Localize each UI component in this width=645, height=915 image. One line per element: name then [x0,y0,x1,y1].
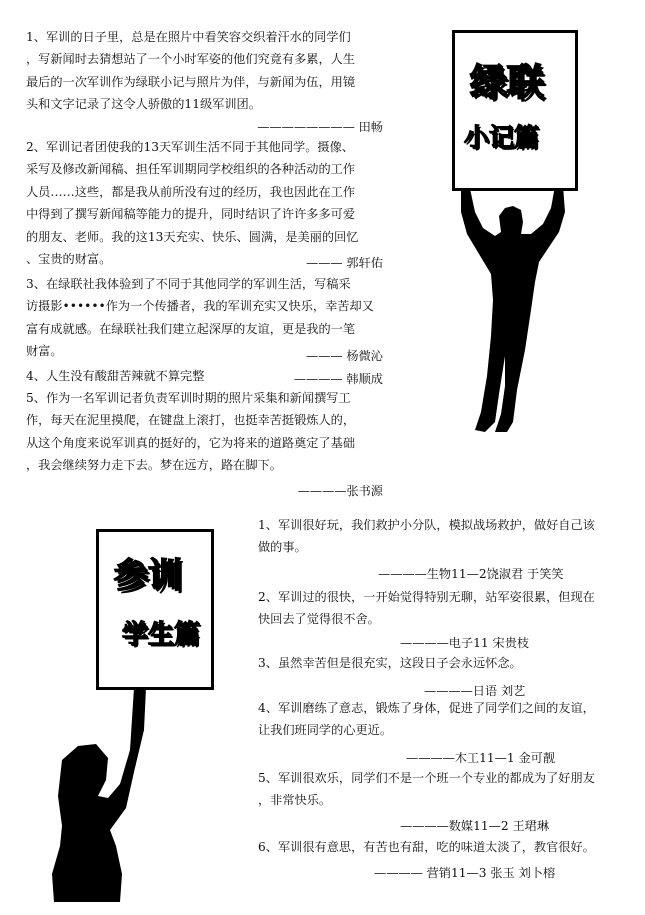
student-quote-6: 6、军训很有意思，有苦也有甜，吃的味道太淡了，教官很好。 [258,840,595,854]
student-quote-4: 4、军训磨练了意志，锻炼了身体，促进了同学们之间的友谊， 让我们班同学的心更近。 [258,701,595,738]
top-sign-subtitle: 小记篇 [464,123,540,152]
signature-5: ————张书源 [297,484,383,498]
student-attribution-2: ————电子11 宋贵枝 [400,636,530,650]
top-sign-title: 绿联 [470,61,544,104]
paragraph-5: 5、作为一名军训记者负责军训时期的照片采集和新闻撰写工 作，每天在泥里摸爬，在键盘上滚打，也挺幸苦挺锻炼人的， 从这个角度来说军训真的挺好的，它为将来的道路奠定了基础 ，我会继续努力走下去。梦在远方，路在脚下。 [26,391,356,473]
student-quote-2: 2、军训过的很快，一开始觉得特别无聊，站军姿很累，但现在 快回去了觉得很不舍。 [258,590,595,627]
student-attribution-5: ————数媒11—2 王珺琳 [400,819,550,833]
student-attribution-1: ————生物11—2饶淑君 于笑笑 [378,567,564,581]
paragraph-4: 4、人生没有酸甜苦辣就不算完整 [26,369,205,383]
person-holding-sign-silhouette [50,660,170,905]
paragraph-1: 1、军训的日子里，总是在照片中看笑容交织着汗水的同学们 ，写新闻时去猜想站了一个小时军姿的他们究竟有多累，人生 最后的一次军训作为绿联小记与照片为伴，与新闻为伍，用镜 头和文字记录了这令人骄傲的11级军训团。 [26,30,356,112]
student-quote-1: 1、军训很好玩，我们救护小分队，模拟战场救护，做好自己该 做的事。 [258,518,595,555]
signature-1: ———————— 田畅 [257,120,383,134]
signature-2: ——— 郭轩佑 [306,256,383,270]
bottom-sign-title: 参训 [114,556,182,596]
signature-3: ——— 杨微沁 [306,349,383,363]
paragraph-2: 2、军训记者团使我的13天军训生活不同于其他同学。摄像、 采写及修改新闻稿、担任军训期同学校组织的各种活动的工作 人员……这些，都是我从前所没有过的经历，我也因此在工作 中得到了撰写新闻稿等能力的提升，同时结识了许许多多可爱 的朋友、老师。我的这13天充实、快乐、圆满，是美丽的回忆 、宝贵的财富。 [26,140,359,267]
student-attribution-6: ———— 营销11—3 张玉 刘卜榕 [374,866,556,880]
signature-4: ———— 韩顺成 [293,372,383,386]
student-quote-3: 3、虽然幸苦但是很充实，这段日子会永远怀念。 [258,656,522,670]
bottom-sign-subtitle: 学生篇 [122,620,201,650]
student-attribution-4: ————木工11—1 金可靓 [406,751,556,765]
person-holding-sign-silhouette [455,150,575,435]
student-quote-5: 5、军训很欢乐，同学们不是一个班一个专业的都成为了好朋友 ，非常快乐。 [258,771,595,808]
student-attribution-3: ————日语 刘艺 [424,684,526,698]
paragraph-3: 3、在绿联社我体验到了不同于其他同学的军训生活，写稿采 访摄影••••••作为一个传播者，我的军训充实又快乐，幸苦却又 富有成就感。在绿联社我们建立起深厚的友谊，更是我的一笔 财富。 [26,277,374,359]
